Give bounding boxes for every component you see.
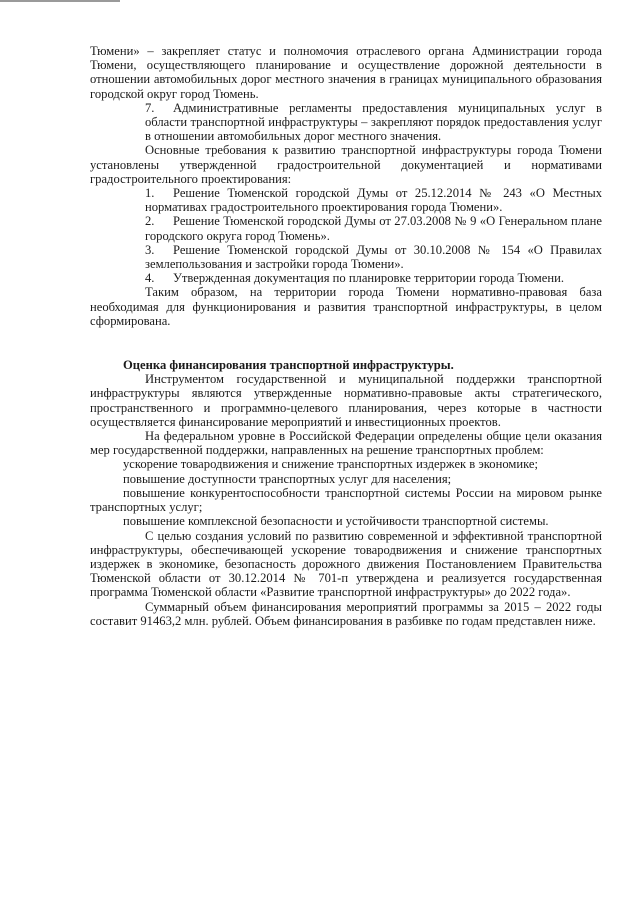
paragraph-financing-total: Суммарный объем финансирования мероприятий программы за 2015 – 2022 годы составит 91463,2 млн. рублей. Объем финансирования в разбивке по годам представлен ниже. <box>90 599 602 628</box>
paragraph-conclusion: Таким образом, на территории города Тюмени нормативно-правовая база необходимая для функционирования и развития транспортной инфраструктуры, в целом сформирована. <box>90 285 602 328</box>
paragraph-instrument: Инструментом государственной и муниципальной поддержки транспортной инфраструктуры являются утвержденные нормативно-правовые акты стратегического, пространственного и программно-целевого планирования, через которые в частности осуществляется финансирование мероприятий и инвестиционных проектов. <box>90 372 602 429</box>
item-number: 7. <box>145 100 155 115</box>
paragraph-regional-program: С целью создания условий по развитию современной и эффективной транспортной инфраструктуры, обеспечивающей ускорение товародвижения и снижение транспортных издержек в экономике, безопасность дорожного движения Постановлением Правительства Тюменской области от 30.12.2014 № 701-п утверждена и реализуется государственная программа Тюменской области «Развитие транспортной инфраструктуры» до 2022 года». <box>90 528 602 600</box>
item-number: 1. <box>145 186 155 201</box>
paragraph-requirements: Основные требования к развитию транспортной инфраструктуры города Тюмени установлены утвержденной градостроительной документацией и нормативами градостроительного проектирования: <box>90 143 602 186</box>
document-body <box>90 44 602 628</box>
item-text: Административные регламенты предоставления муниципальных услуг в области транспортной инфраструктуры – закрепляют порядок предоставления услуг в отношении автомобильных дорог местного значения. <box>145 100 602 144</box>
item-number: 4. <box>145 271 155 286</box>
paragraph-admin-regulations <box>90 101 602 144</box>
goal-item: повышение доступности транспортных услуг для населения; <box>123 471 452 486</box>
item-text: Решение Тюменской городской Думы от 25.12.2014 № 243 «О Местных нормативах градостроительного проектирования города Тюмени». <box>145 186 602 215</box>
list-item <box>90 243 602 271</box>
list-item <box>90 186 602 214</box>
goal-item: повышение конкурентоспособности транспортной системы России на мировом рынке транспортных услуг; <box>90 485 602 515</box>
goal-item: повышение комплексной безопасности и устойчивости транспортной системы. <box>123 514 549 529</box>
spacer <box>90 328 602 342</box>
paragraph-department-status: Тюмени» – закрепляет статус и полномочия отраслевого органа Администрации города Тюмени, осуществляющего планирование и осуществление дорожной деятельности в отношении автомобильных дорог местного значения в границах муниципального образования городской округ город Тюмень. <box>90 44 602 101</box>
list-item <box>90 214 602 242</box>
item-number: 3. <box>145 242 155 257</box>
goal-item: ускорение товародвижения и снижение транспортных издержек в экономике; <box>123 457 538 472</box>
list-item <box>90 271 602 285</box>
paragraph-federal-goals: На федеральном уровне в Российской Федерации определены общие цели оказания мер государственной поддержки, направленных на решение транспортных проблем: <box>90 429 602 458</box>
item-number: 2. <box>145 214 155 229</box>
page-edge-mark <box>0 0 120 2</box>
item-text: Решение Тюменской городской Думы от 27.03.2008 № 9 «О Генеральном плане городского округа город Тюмень». <box>145 214 602 243</box>
section-heading: Оценка финансирования транспортной инфраструктуры. <box>123 358 454 373</box>
item-text: Решение Тюменской городской Думы от 30.10.2008 № 154 «О Правилах землепользования и застройки города Тюмени». <box>145 242 602 272</box>
item-text: Утвержденная документация по планировке территории города Тюмени. <box>173 271 564 286</box>
